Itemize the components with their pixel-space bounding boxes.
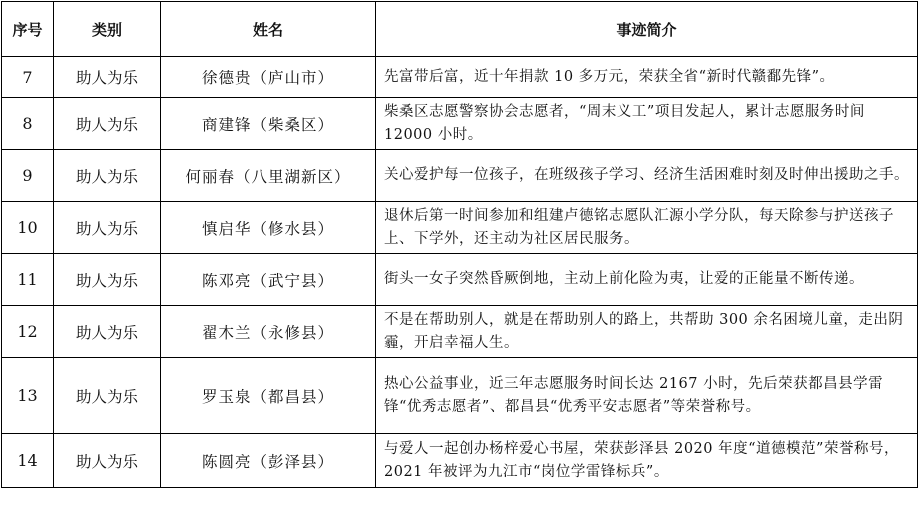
row-name: 商建锋（柴桑区） — [161, 98, 376, 150]
row-category: 助人为乐 — [54, 202, 161, 254]
row-name: 罗玉泉（都昌县） — [161, 358, 376, 434]
table-row — [2, 202, 918, 254]
row-index: 7 — [2, 57, 54, 98]
table-row — [2, 434, 918, 488]
row-summary: 热心公益事业，近三年志愿服务时间长达 2167 小时，先后荣获都昌县学雷锋“优秀志愿者”、都昌县“优秀平安志愿者”等荣誉称号。 — [376, 358, 918, 434]
row-category: 助人为乐 — [54, 150, 161, 202]
row-summary: 关心爱护每一位孩子，在班级孩子学习、经济生活困难时刻及时伸出援助之手。 — [376, 150, 918, 202]
row-index: 8 — [2, 98, 54, 150]
row-index: 10 — [2, 202, 54, 254]
row-index: 9 — [2, 150, 54, 202]
row-category: 助人为乐 — [54, 254, 161, 306]
header-index: 序号 — [2, 2, 54, 57]
row-name: 陈圆亮（彭泽县） — [161, 434, 376, 488]
header-name: 姓名 — [161, 2, 376, 57]
row-name: 慎启华（修水县） — [161, 202, 376, 254]
table-row — [2, 98, 918, 150]
row-name: 徐德贵（庐山市） — [161, 57, 376, 98]
table-row — [2, 57, 918, 98]
row-summary: 退休后第一时间参加和组建卢德铭志愿队汇源小学分队，每天除参与护送孩子上、下学外，还主动为社区居民服务。 — [376, 202, 918, 254]
row-name: 翟木兰（永修县） — [161, 306, 376, 358]
row-category: 助人为乐 — [54, 57, 161, 98]
header-category: 类别 — [54, 2, 161, 57]
honor-list-table — [1, 1, 918, 488]
row-index: 13 — [2, 358, 54, 434]
row-category: 助人为乐 — [54, 98, 161, 150]
header-summary: 事迹简介 — [376, 2, 918, 57]
row-index: 11 — [2, 254, 54, 306]
table-row — [2, 358, 918, 434]
table-row — [2, 150, 918, 202]
table-header-row — [2, 2, 918, 57]
table-row — [2, 254, 918, 306]
row-name: 何丽春（八里湖新区） — [161, 150, 376, 202]
row-index: 12 — [2, 306, 54, 358]
row-summary: 先富带后富，近十年捐款 10 多万元，荣获全省“新时代赣鄱先锋”。 — [376, 57, 918, 98]
row-summary: 街头一女子突然昏厥倒地，主动上前化险为夷，让爱的正能量不断传递。 — [376, 254, 918, 306]
row-category: 助人为乐 — [54, 306, 161, 358]
row-name: 陈邓亮（武宁县） — [161, 254, 376, 306]
row-index: 14 — [2, 434, 54, 488]
row-summary: 与爱人一起创办杨梓爱心书屋，荣获彭泽县 2020 年度“道德模范”荣誉称号，2021 年被评为九江市“岗位学雷锋标兵”。 — [376, 434, 918, 488]
row-category: 助人为乐 — [54, 434, 161, 488]
row-category: 助人为乐 — [54, 358, 161, 434]
honor-list-sheet — [1, 1, 917, 488]
table-row — [2, 306, 918, 358]
row-summary: 柴桑区志愿警察协会志愿者，“周末义工”项目发起人，累计志愿服务时间 12000 小时。 — [376, 98, 918, 150]
row-summary: 不是在帮助别人，就是在帮助别人的路上，共帮助 300 余名困境儿童，走出阴霾，开启幸福人生。 — [376, 306, 918, 358]
